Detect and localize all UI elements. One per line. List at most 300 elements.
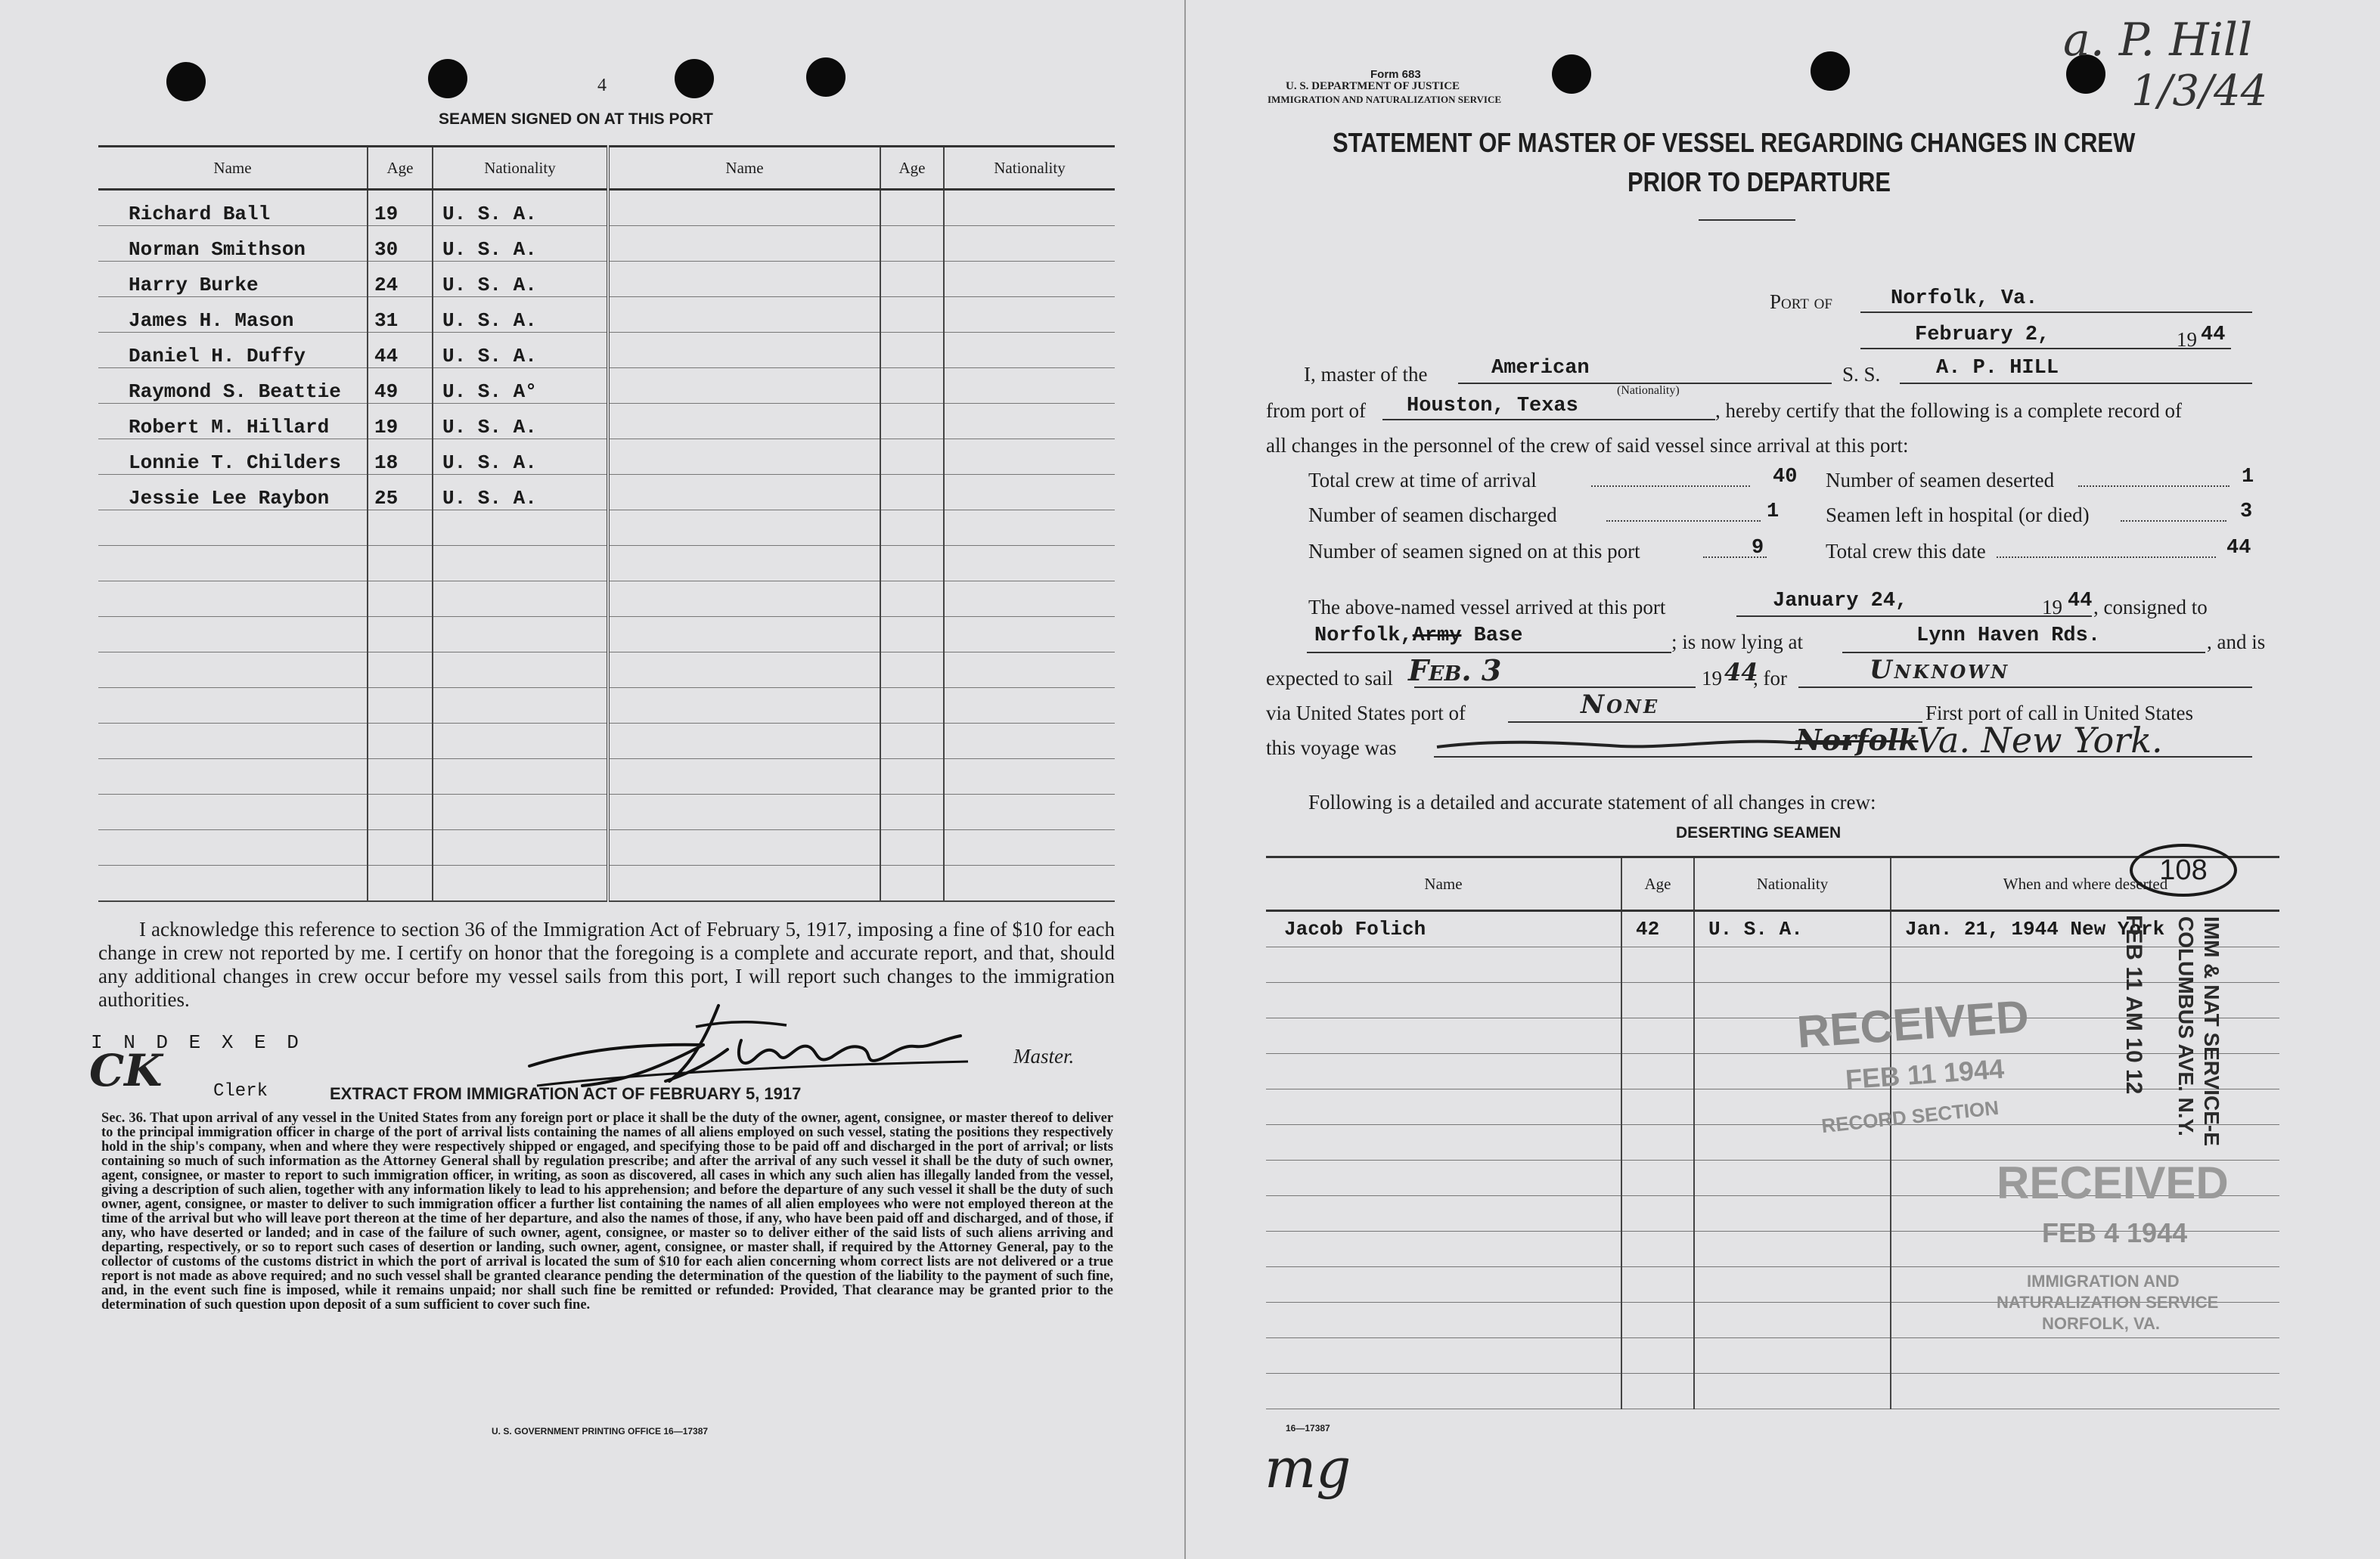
crew-name: Jessie Lee Raybon [98, 475, 368, 510]
empty-cell [98, 510, 368, 546]
table-row [1266, 1089, 2279, 1125]
corner-note-date: 1/3/44 [2131, 67, 2268, 116]
via-label: via United States port of [1266, 702, 1466, 724]
crew-nationality: U. S. A. [433, 190, 608, 226]
table-row [1266, 1338, 2279, 1374]
certify-text: , hereby certify that the following is a complete record of [1715, 399, 2183, 422]
received-stamp-date: FEB 11 1944 [1844, 1052, 2006, 1096]
crew-nationality: U. S. A. [433, 475, 608, 510]
sail-year: 44 [1724, 658, 1758, 687]
empty-cell [608, 759, 880, 795]
deserting-title: DESERTING SEAMEN [1676, 824, 1842, 841]
leader-dots [2121, 520, 2226, 522]
empty-cell [608, 546, 880, 581]
empty-cell [1266, 1125, 1621, 1161]
voyage-port-value: Va. New York. [1916, 720, 2163, 761]
crew-nationality: U. S. A. [433, 333, 608, 368]
table-row [1266, 1374, 2279, 1409]
empty-cell [608, 368, 880, 404]
destination-value: Unknown [1870, 655, 2010, 685]
form-number: Form 683 [1370, 68, 1421, 81]
empty-cell [433, 795, 608, 830]
empty-cell [1266, 1374, 1621, 1409]
empty-cell [880, 830, 944, 866]
punch-hole [1811, 51, 1850, 91]
empty-cell [944, 652, 1115, 688]
empty-cell [98, 581, 368, 617]
table-header-row [98, 147, 1115, 190]
table-row [98, 297, 1115, 333]
title-rule [1699, 219, 1795, 221]
first-port-label: First port of call in United States [1925, 702, 2193, 724]
empty-cell [608, 866, 880, 902]
empty-cell [433, 724, 608, 759]
crew-age: 31 [368, 297, 433, 333]
empty-cell [433, 581, 608, 617]
empty-cell [1621, 1089, 1694, 1125]
leader-dots [1997, 556, 2216, 558]
empty-cell [1266, 947, 1621, 983]
voyage-label: this voyage was [1266, 736, 1397, 759]
empty-cell [1266, 1161, 1621, 1196]
table-row [98, 759, 1115, 795]
table-row [98, 581, 1115, 617]
master-label: Master. [1013, 1045, 1075, 1068]
via-value: None [1581, 690, 1660, 720]
arrived-date: January 24, [1773, 590, 1908, 612]
empty-cell [944, 724, 1115, 759]
empty-cell [944, 830, 1115, 866]
column-header: Name [98, 147, 368, 190]
empty-cell [880, 404, 944, 439]
office-stamp-line2: NATURALIZATION SERVICE [1997, 1293, 2219, 1312]
table-row [98, 439, 1115, 475]
printer-line: U. S. GOVERNMENT PRINTING OFFICE 16—17387 [492, 1426, 709, 1437]
table-row [98, 688, 1115, 724]
empty-cell [1694, 1338, 1891, 1374]
empty-cell [433, 866, 608, 902]
empty-cell [880, 475, 944, 510]
empty-cell [1621, 1161, 1694, 1196]
empty-cell [944, 333, 1115, 368]
table-row [98, 190, 1115, 226]
received-stamp: RECEIVED [1795, 990, 2031, 1058]
signed-on-label: Number of seamen signed on at this port [1308, 540, 1640, 563]
empty-cell [880, 688, 944, 724]
expected-label: expected to sail [1266, 667, 1393, 690]
deserter-when-where: Jan. 21, 1944 New York [1891, 911, 2279, 947]
hospital-label: Seamen left in hospital (or died) [1826, 504, 2090, 526]
signed-on-value: 9 [1752, 537, 1764, 559]
crew-nationality: U. S. A. [433, 262, 608, 297]
empty-cell [98, 546, 368, 581]
empty-cell [98, 866, 368, 902]
ss-label: S. S. [1842, 363, 1881, 386]
empty-cell [608, 510, 880, 546]
page-number: 4 [597, 76, 607, 95]
crew-name: Norman Smithson [98, 226, 368, 262]
empty-cell [880, 368, 944, 404]
table-row [98, 795, 1115, 830]
punch-hole [675, 59, 714, 98]
form-title: STATEMENT OF MASTER OF VESSEL REGARDING CHANGES IN CREW [1333, 127, 2136, 158]
empty-cell [880, 759, 944, 795]
crew-age: 30 [368, 226, 433, 262]
signed-on-table [98, 145, 1115, 902]
empty-cell [608, 190, 880, 226]
empty-cell [608, 475, 880, 510]
empty-cell [944, 510, 1115, 546]
date-value: February 2, [1915, 324, 2050, 346]
received-stamp-2-date: FEB 4 1944 [2042, 1217, 2188, 1248]
crew-age: 19 [368, 404, 433, 439]
empty-cell [1266, 1018, 1621, 1054]
empty-cell [98, 724, 368, 759]
crew-name: Harry Burke [98, 262, 368, 297]
table-row [98, 724, 1115, 759]
port-label: Port of [1770, 290, 1832, 313]
crew-nationality: U. S. A. [433, 439, 608, 475]
empty-cell [608, 297, 880, 333]
empty-cell [944, 617, 1115, 652]
empty-cell [368, 510, 433, 546]
table-row [98, 546, 1115, 581]
leader-dots [1606, 520, 1761, 522]
leader-dots [2078, 485, 2230, 487]
crew-age: 25 [368, 475, 433, 510]
crew-age: 19 [368, 190, 433, 226]
empty-cell [368, 688, 433, 724]
empty-cell [944, 475, 1115, 510]
empty-cell [944, 226, 1115, 262]
port-line [1860, 311, 2252, 313]
empty-cell [608, 404, 880, 439]
empty-cell [98, 795, 368, 830]
empty-cell [368, 866, 433, 902]
table-row [98, 866, 1115, 902]
arrived-year: 44 [2068, 590, 2093, 612]
table-row [98, 510, 1115, 546]
consigned-label: , consigned to [2093, 596, 2208, 618]
empty-cell [880, 226, 944, 262]
total-crew-date-label: Total crew this date [1826, 540, 1986, 563]
clerk-label: Clerk [213, 1081, 268, 1102]
empty-cell [1621, 983, 1694, 1018]
punch-hole [428, 59, 467, 98]
vertical-address-stamp: COLUMBUS AVE. N.Y. [2174, 916, 2198, 1136]
empty-cell [608, 262, 880, 297]
total-crew-arrival-label: Total crew at time of arrival [1308, 469, 1537, 491]
form-subtitle: PRIOR TO DEPARTURE [1628, 166, 1891, 197]
empty-cell [944, 546, 1115, 581]
empty-cell [1621, 947, 1694, 983]
extract-title: EXTRACT FROM IMMIGRATION ACT OF FEBRUARY 5, 1917 [330, 1084, 802, 1103]
from-port-label: from port of [1266, 399, 1366, 422]
column-header: Age [1621, 857, 1694, 911]
crew-nationality: U. S. A. [433, 226, 608, 262]
empty-cell [433, 830, 608, 866]
arrived-year-prefix: 19 [2042, 596, 2062, 618]
vessel-line [1900, 383, 2252, 384]
table-row [98, 830, 1115, 866]
column-header: Name [608, 147, 880, 190]
empty-cell [98, 830, 368, 866]
empty-cell [944, 297, 1115, 333]
empty-cell [433, 617, 608, 652]
crew-name: Richard Ball [98, 190, 368, 226]
lying-line [1842, 652, 2205, 653]
empty-cell [1621, 1338, 1694, 1374]
crew-name: Raymond S. Beattie [98, 368, 368, 404]
empty-cell [880, 510, 944, 546]
page-fold [1184, 0, 1186, 1559]
table-row [1266, 1125, 2279, 1161]
empty-cell [608, 617, 880, 652]
office-stamp-line1: IMMIGRATION AND [2027, 1272, 2180, 1291]
empty-cell [944, 866, 1115, 902]
empty-cell [608, 439, 880, 475]
empty-cell [368, 652, 433, 688]
department-name: U. S. DEPARTMENT OF JUSTICE [1286, 80, 1460, 92]
crew-name: Daniel H. Duffy [98, 333, 368, 368]
empty-cell [1621, 1374, 1694, 1409]
for-label: , for [1753, 667, 1787, 690]
punch-hole [1552, 54, 1591, 94]
empty-cell [433, 652, 608, 688]
empty-cell [433, 510, 608, 546]
consignee-part: Norfolk, [1314, 625, 1413, 647]
destination-line [1798, 687, 2252, 688]
empty-cell [944, 439, 1115, 475]
empty-cell [98, 759, 368, 795]
lying-label: ; is now lying at [1671, 631, 1803, 653]
arrived-line [1736, 615, 2092, 617]
empty-cell [944, 688, 1115, 724]
from-port-line [1382, 419, 1715, 420]
empty-cell [944, 190, 1115, 226]
vertical-service-stamp: IMM & NAT SERVICE-E [2200, 916, 2223, 1146]
empty-cell [1694, 947, 1891, 983]
consignee-part: Base [1473, 625, 1523, 647]
section-36-text: Sec. 36. That upon arrival of any vessel in the United States from any foreign port or place it shall be the duty of the owner, agent, consignee, or master thereof to deliver to the principal immigration officer in charge of the port of arrival lists containing the names of all aliens employed on such vessel, stating the positions they respectively hold in the ship's company, when and where they were respectively shipped or engaged, and specifying those to be paid off and discharged in the port of arrival; or lists containing so much of such information as the Attorney General shall by regulation prescribe; and after the arrival of any such vessel it shall be the duty of such owner, agent, consignee, or master to report to such immigration officer, in writing, as soon as discovered, all cases in which any such alien has illegally landed from the vessel, giving a description of such alien, together with any information likely to lead to his apprehension; and before the departure of any such vessel it shall be the duty of such owner, agent, consignee, or master to deliver to such immigration officer a further list containing the names of all alien employees who were not employed thereon at the time of the arrival but who will leave port thereon at the time of her departure, and also the names of those, if any, who have been paid off and discharged, and of those, if any, who have deserted or landed; and in case of the failure of such owner, agent, consignee, or master so to deliver either of the said lists of such aliens arriving and departing, respectively, or so to report such cases of desertion or landing, such owner, agent, consignee, or master shall, if required by the Attorney General, pay to the collector of customs of the customs district in which the port of arrival is located the sum of $10 for each alien concerning whom correct lists are not delivered or a true report is not made as above required; and no such vessel shall be granted clearance pending the determination of the question of the liability to the payment of such fine, and, in the event such fine is imposed, while it remains unpaid; nor shall such fine be remitted or refunded: Provided, That clearance may be granted prior to the determination of such question upon deposit of a sum sufficient to cover such fine. [101, 1111, 1113, 1313]
indexed-stamp: I N D E X E D [91, 1031, 303, 1054]
empty-cell [1621, 1196, 1694, 1232]
sail-year-prefix: 19 [1702, 667, 1722, 690]
crew-nationality: U. S. A. [433, 404, 608, 439]
empty-cell [1621, 1018, 1694, 1054]
table-header-row [1266, 857, 2279, 911]
column-header: Nationality [1694, 857, 1891, 911]
empty-cell [880, 546, 944, 581]
empty-cell [608, 688, 880, 724]
vertical-date-stamp: FEB 11 AM 10 12 [2121, 915, 2146, 1095]
empty-cell [1621, 1125, 1694, 1161]
empty-cell [944, 759, 1115, 795]
vessel-value: A. P. HILL [1936, 357, 2059, 380]
empty-cell [880, 190, 944, 226]
master-signature [514, 996, 983, 1095]
table-row [98, 475, 1115, 510]
following-text: Following is a detailed and accurate statement of all changes in crew: [1308, 791, 1876, 814]
signed-on-title: SEAMEN SIGNED ON AT THIS PORT [439, 110, 713, 128]
empty-cell [98, 652, 368, 688]
empty-cell [608, 795, 880, 830]
discharged-value: 1 [1767, 501, 1780, 523]
column-header: Nationality [433, 147, 608, 190]
empty-cell [368, 581, 433, 617]
empty-cell [98, 617, 368, 652]
empty-cell [608, 652, 880, 688]
nationality-caption: (Nationality) [1617, 384, 1680, 397]
and-is-label: , and is [2207, 631, 2266, 653]
empty-cell [944, 262, 1115, 297]
column-header: Name [1266, 857, 1621, 911]
empty-cell [608, 724, 880, 759]
empty-cell [608, 830, 880, 866]
year-value: 44 [2201, 324, 2226, 346]
empty-cell [368, 830, 433, 866]
empty-cell [608, 333, 880, 368]
arrived-label: The above-named vessel arrived at this port [1308, 596, 1666, 618]
consignee-value [1314, 625, 1522, 647]
table-row [98, 368, 1115, 404]
empty-cell [1694, 1374, 1891, 1409]
empty-cell [1266, 983, 1621, 1018]
empty-cell [880, 262, 944, 297]
empty-cell [880, 866, 944, 902]
empty-cell [433, 759, 608, 795]
indexed-initials: CK [89, 1045, 163, 1096]
table-row [98, 617, 1115, 652]
empty-cell [1694, 1303, 1891, 1338]
empty-cell [1621, 1303, 1694, 1338]
empty-cell [1891, 1338, 2279, 1374]
empty-cell [944, 795, 1115, 830]
master-of-label: I, master of the [1304, 363, 1428, 386]
empty-cell [1694, 1267, 1891, 1303]
empty-cell [880, 617, 944, 652]
empty-cell [608, 581, 880, 617]
crew-name: Robert M. Hillard [98, 404, 368, 439]
crew-nationality: U. S. A. [433, 297, 608, 333]
lying-value: Lynn Haven Rds. [1916, 625, 2101, 647]
empty-cell [1266, 1054, 1621, 1089]
column-header: When and where deserted [1891, 857, 2279, 911]
empty-cell [880, 795, 944, 830]
empty-cell [1266, 1303, 1621, 1338]
office-stamp-line3: NORFOLK, VA. [2042, 1314, 2161, 1333]
crew-age: 18 [368, 439, 433, 475]
crew-name: James H. Mason [98, 297, 368, 333]
empty-cell [1621, 1267, 1694, 1303]
empty-cell [880, 652, 944, 688]
deserter-age: 42 [1621, 911, 1694, 947]
empty-cell [944, 368, 1115, 404]
empty-cell [880, 297, 944, 333]
consignee-struck: Army [1412, 625, 1462, 647]
discharged-label: Number of seamen discharged [1308, 504, 1557, 526]
voyage-struck-value: Norfolk [1795, 723, 1919, 757]
crew-age: 44 [368, 333, 433, 368]
table-row [98, 652, 1115, 688]
empty-cell [880, 333, 944, 368]
leader-dots [1591, 485, 1750, 487]
number-stamp [2130, 844, 2237, 897]
crew-age: 49 [368, 368, 433, 404]
empty-cell [1621, 1232, 1694, 1267]
empty-cell [1694, 1196, 1891, 1232]
service-name: IMMIGRATION AND NATURALIZATION SERVICE [1268, 94, 1502, 105]
column-header: Age [880, 147, 944, 190]
empty-cell [1266, 1232, 1621, 1267]
column-header: Age [368, 147, 433, 190]
empty-cell [944, 581, 1115, 617]
acknowledgment-text: I acknowledge this reference to section 36 of the Immigration Act of February 5, 1917, imposing a fine of $10 for each change in crew not reported by me. I certify on honor that the foregoing is a complete and accurate report, and that, should any additional changes in crew occur before my vessel sails from this port, I will report such changes to the immigration authorities. [98, 918, 1115, 1011]
deserter-name: Jacob Folich [1266, 911, 1621, 947]
empty-cell [368, 724, 433, 759]
deserted-value: 1 [2242, 466, 2254, 488]
port-value: Norfolk, Va. [1891, 287, 2038, 310]
empty-cell [433, 688, 608, 724]
empty-cell [1694, 1161, 1891, 1196]
empty-cell [880, 724, 944, 759]
empty-cell [368, 617, 433, 652]
deserted-label: Number of seamen deserted [1826, 469, 2055, 491]
empty-cell [1266, 1338, 1621, 1374]
handwritten-initials: mg [1264, 1437, 1351, 1500]
empty-cell [368, 546, 433, 581]
table-row [98, 333, 1115, 368]
date-line [1860, 348, 2231, 349]
crew-name: Lonnie T. Childers [98, 439, 368, 475]
empty-cell [1621, 1054, 1694, 1089]
received-stamp-section: RECORD SECTION [1820, 1096, 2000, 1138]
empty-cell [433, 546, 608, 581]
from-port-value: Houston, Texas [1407, 395, 1578, 417]
table-row [98, 404, 1115, 439]
empty-cell [1891, 1374, 2279, 1409]
table-row [98, 226, 1115, 262]
crew-nationality: U. S. A° [433, 368, 608, 404]
table-row [98, 262, 1115, 297]
sail-date: Feb. 3 [1408, 653, 1502, 687]
total-crew-date-value: 44 [2226, 537, 2251, 559]
year-prefix: 19 [2177, 328, 2197, 351]
deserter-nationality: U. S. A. [1694, 911, 1891, 947]
empty-cell [608, 226, 880, 262]
number-stamp-value: 108 [2159, 854, 2208, 886]
empty-cell [944, 404, 1115, 439]
hospital-value: 3 [2240, 501, 2253, 523]
empty-cell [1266, 1267, 1621, 1303]
empty-cell [880, 439, 944, 475]
corner-note-vessel: a. P. Hill [2063, 14, 2253, 67]
punch-hole [806, 57, 846, 97]
total-crew-arrival-value: 40 [1773, 466, 1798, 488]
received-stamp-2: RECEIVED [1997, 1158, 2229, 1208]
empty-cell [880, 581, 944, 617]
punch-hole [166, 62, 206, 101]
column-header: Nationality [944, 147, 1115, 190]
empty-cell [98, 688, 368, 724]
form-footer: 16—17387 [1286, 1423, 1330, 1433]
empty-cell [368, 759, 433, 795]
empty-cell [1266, 1196, 1621, 1232]
empty-cell [1266, 1089, 1621, 1125]
crew-age: 24 [368, 262, 433, 297]
empty-cell [1694, 1232, 1891, 1267]
changes-text: all changes in the personnel of the crew of said vessel since arrival at this port: [1266, 434, 1909, 457]
